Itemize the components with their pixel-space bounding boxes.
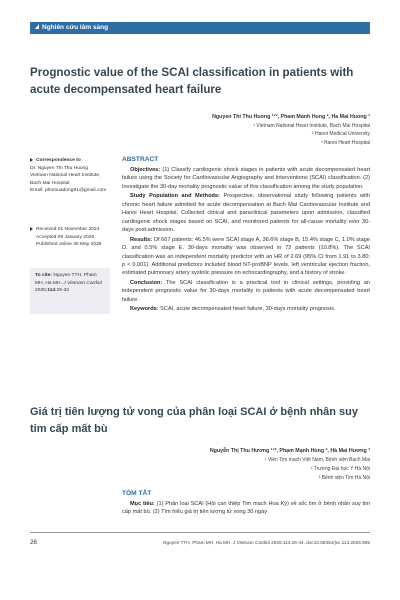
article-title-vn: Giá trị tiên lượng tử vong của phân loại SCAI ở bệnh nhân suy tim cấp mất bù — [30, 406, 358, 435]
cite-label: To cite: — [35, 273, 53, 278]
affiliation-en-1: ¹ Vietnam National Heart Institute, Bach Mai Hospital — [253, 123, 370, 129]
triangle-bullet-icon — [30, 227, 33, 231]
authors-en: Nguyen Thi Thu Huong ¹ᐟ², Pham Manh Hung ², Ha Mai Huong ³ — [212, 114, 370, 120]
date-received: Received 01 November 2024 — [30, 226, 112, 234]
correspondence-hospital: Bach Mai Hospital — [30, 180, 70, 186]
cite-pages: :26-34 — [55, 288, 70, 293]
affiliation-vn-2: ² Trường Đại học Y Hà Nội — [310, 466, 370, 472]
footer-divider — [30, 532, 370, 533]
affiliation-vn-1: ¹ Viện Tim mạch Việt Nam, Bệnh viện Bạch Mai — [264, 457, 370, 463]
dates-block — [30, 226, 112, 249]
affiliation-vn-3: ³ Bệnh viện Tim Hà Nội — [318, 475, 370, 481]
abstract-keywords: Keywords: SCAI, acute decompensated heart failure, 30-days mortality prognosis. — [130, 306, 336, 313]
tomtat-heading: TÓM TẮT — [122, 490, 152, 497]
authors-vn: Nguyễn Thị Thu Hương ¹ᐟ², Phạm Mạnh Hùng ², Hà Mai Hương ³ — [209, 448, 370, 454]
abstract-en — [122, 156, 370, 315]
article-title-en: Prognostic value of the SCAI classification in patients with acute decompensated heart failure — [30, 66, 354, 96]
abstract-vn-muctieu: Mục tiêu: (1) Phân loại SCAI (Hội can thiệp Tim mạch Hoa Kỳ) về sốc tim ở bệnh nhân suy tim cấp mất bù. (2) Tìm hiểu giá trị tiên lượng tử vong 30 ngày — [122, 501, 370, 516]
correspondence-email[interactable]: Email: phomuadong91@gmail.com — [30, 188, 107, 193]
page-number: 26 — [30, 539, 37, 546]
cite-year: 2025; — [35, 288, 48, 293]
section-label-text: Nghiên cứu lâm sàng — [42, 24, 109, 31]
cite-journal: J Vietnam Cardiol — [63, 280, 102, 286]
abstract-objectives: Objectives: (1) Classify cardiogenic shock stages in patients with acute decompensated heart failure using the Society for Cardiovascular Angiography and Interventions (SCAI) classification. (2) Investigate the 30-day mortality prognostic value of this classification among the study population. — [122, 167, 371, 190]
triangle-bullet-icon — [30, 158, 33, 162]
date-published: Published online 30 May 2025 — [36, 242, 102, 247]
affiliation-en-2: ² Hanoi Medical University — [311, 131, 370, 137]
abstract-methods: Study Population and Methods: Prospective, observational study following patients with chronic heart failure admitted for acute decompensation at Bach Mai Cardiovascular Institute and Hanoi Heart Hospital. Collected clinical and paraclinical parameters upon admission, classified cardiogenic shock stages based on SCAI, and monitored patients for all-cause mortality over 30-days post-admission. — [122, 193, 370, 234]
abstract-heading: ABSTRACT — [122, 156, 159, 163]
section-arrow-icon — [35, 24, 39, 29]
cite-volume: 114 — [47, 288, 56, 293]
correspondence-name: Dr. Nguyen Thi Thu Huong — [30, 165, 88, 171]
date-accepted: Accepted 09 January 2025 — [36, 234, 95, 240]
section-header-bar — [30, 22, 370, 34]
cite-authors: Nguyen TTH, Pham MH, Ha MH. — [35, 273, 97, 286]
correspondence-block — [30, 157, 112, 195]
section-label — [35, 22, 108, 34]
abstract-vn — [122, 490, 370, 518]
cite-box — [30, 268, 110, 314]
abstract-results: Results: Of 667 patients: 46.5% were SCAI stage A, 36.6% stage B, 15.4% stage C, 1.0% stage D, and 0.5% stage E. 30-days mortality was observed in 72 patients (10.8%). The SCAI classification was an independent mortality predictor with an HR of 2.69 (95% CI from 1.91 to 3.80; p < 0.001). Additional predictors included blood NT-proBNP levels, left ventricular ejection fraction, estimated pulmonary artery systolic pressure on echocardiography, and a history of stroke. — [122, 236, 370, 277]
footer-citation: Nguyen TTH, Pham MH, Ha MH. J Vietnam Cardiol 2025;114:26-34. doi:10.58354/jvc.114.2025.905 — [163, 540, 370, 545]
correspondence-heading: Correspondence to — [30, 157, 112, 165]
correspondence-institute: Vietnam National Heart Institute, — [30, 173, 101, 178]
abstract-conclusion: Conclusion: The SCAI classification is a practical tool in clinical settings, providing an independent prognostic value for 30-days mortality in patients with acute decompensated heart failure. — [122, 279, 370, 303]
affiliation-en-3: ³ Hanoi Heart Hospital — [320, 140, 370, 146]
